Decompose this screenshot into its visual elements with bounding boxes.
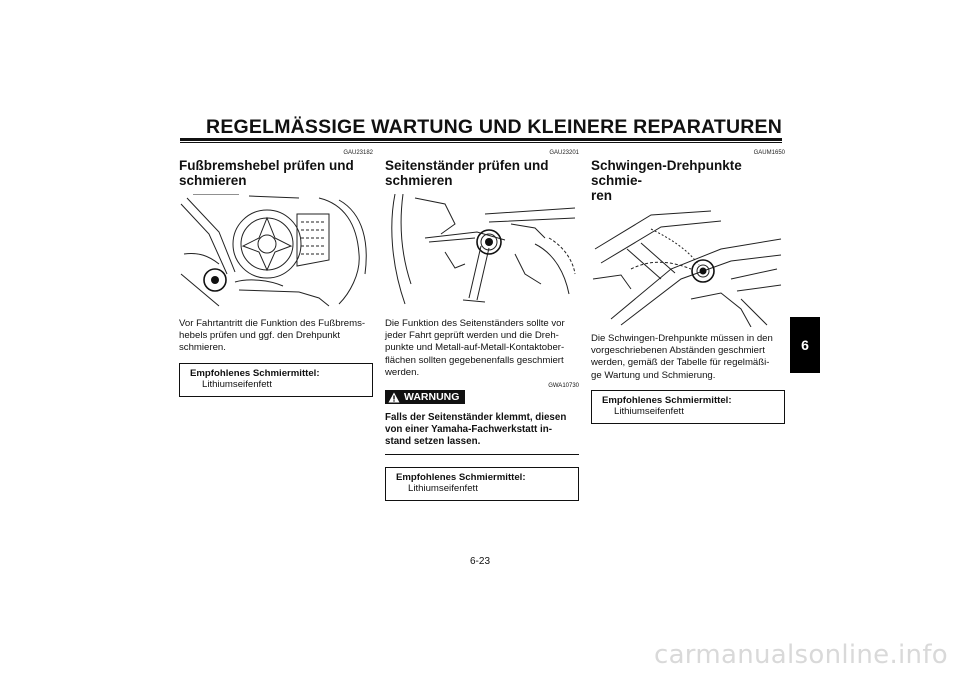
section-title-line: Schwingen-Drehpunkte schmie- [591, 158, 742, 188]
page-number: 6-23 [469, 556, 490, 567]
body-line: vorgeschriebenen Abständen geschmiert [591, 345, 765, 357]
warning-rule [385, 454, 579, 455]
section-swingarm [591, 150, 785, 424]
header-rule [180, 138, 782, 141]
section-title [179, 158, 373, 188]
warning-code: GWA10730 [548, 383, 579, 390]
body-line: ge Wartung und Schmierung. [591, 369, 716, 381]
section-brake-pedal [179, 150, 373, 397]
section-body [591, 333, 785, 382]
section-body [385, 318, 579, 379]
brake-pedal-illustration [179, 194, 371, 312]
warning-badge [385, 390, 465, 404]
section-title-line: schmieren [179, 173, 247, 188]
body-line: hebels prüfen und ggf. den Drehpunkt [179, 330, 341, 342]
warning-triangle-icon [388, 392, 400, 403]
lubricant-box [591, 390, 785, 424]
section-title [591, 158, 785, 203]
warning-label: WARNUNG [404, 391, 460, 404]
warning-line: von einer Yamaha-Fachwerkstatt in- [385, 423, 552, 435]
swingarm-pivot-illustration [591, 209, 783, 327]
lubricant-value: Lithiumseifenfett [408, 483, 478, 495]
body-line: punkte und Metall-auf-Metall-Kontaktober- [385, 342, 565, 354]
body-line: flächen sollten gegebenenfalls geschmiert [385, 354, 564, 366]
warning-line: stand setzen lassen. [385, 435, 481, 447]
section-title-line: ren [591, 188, 613, 203]
body-line: Die Schwingen-Drehpunkte müssen in den [591, 333, 773, 344]
body-line: Vor Fahrtantritt die Funktion des Fußbrems- [179, 318, 366, 329]
lubricant-title: Empfohlenes Schmiermittel: [602, 394, 732, 406]
warning-text [385, 412, 579, 448]
lubricant-box [179, 363, 373, 397]
section-code: GAU23182 [343, 150, 373, 156]
body-line: werden, gemäß der Tabelle für regelmäßi- [591, 357, 770, 369]
lubricant-value: Lithiumseifenfett [202, 379, 272, 391]
chapter-tab: 6 [790, 317, 820, 373]
body-line: werden. [385, 366, 420, 378]
lubricant-value: Lithiumseifenfett [614, 406, 684, 418]
section-title [385, 158, 579, 188]
page-header-title: REGELMÄSSIGE WARTUNG UND KLEINERE REPARATUREN [206, 116, 782, 138]
body-line: schmieren. [179, 342, 226, 354]
section-body [179, 318, 373, 355]
section-code: GAU23201 [549, 150, 579, 156]
body-line: jeder Fahrt geprüft werden und die Dreh- [385, 330, 559, 342]
section-title-line: Seitenständer prüfen und [385, 158, 549, 173]
lubricant-title: Empfohlenes Schmiermittel: [190, 367, 320, 379]
side-stand-illustration [385, 194, 577, 312]
watermark: carmanualsonline.info [653, 640, 948, 670]
lubricant-box [385, 467, 579, 501]
section-title-line: schmieren [385, 173, 453, 188]
body-line: Die Funktion des Seitenständers sollte vor [385, 318, 565, 329]
lubricant-title: Empfohlenes Schmiermittel: [396, 471, 526, 483]
section-code: GAUM1650 [753, 150, 785, 156]
section-title-line: Fußbremshebel prüfen und [179, 158, 354, 173]
section-side-stand [385, 150, 579, 501]
header-rule-thin [180, 142, 782, 143]
warning-line: Falls der Seitenständer klemmt, diesen [385, 411, 567, 423]
